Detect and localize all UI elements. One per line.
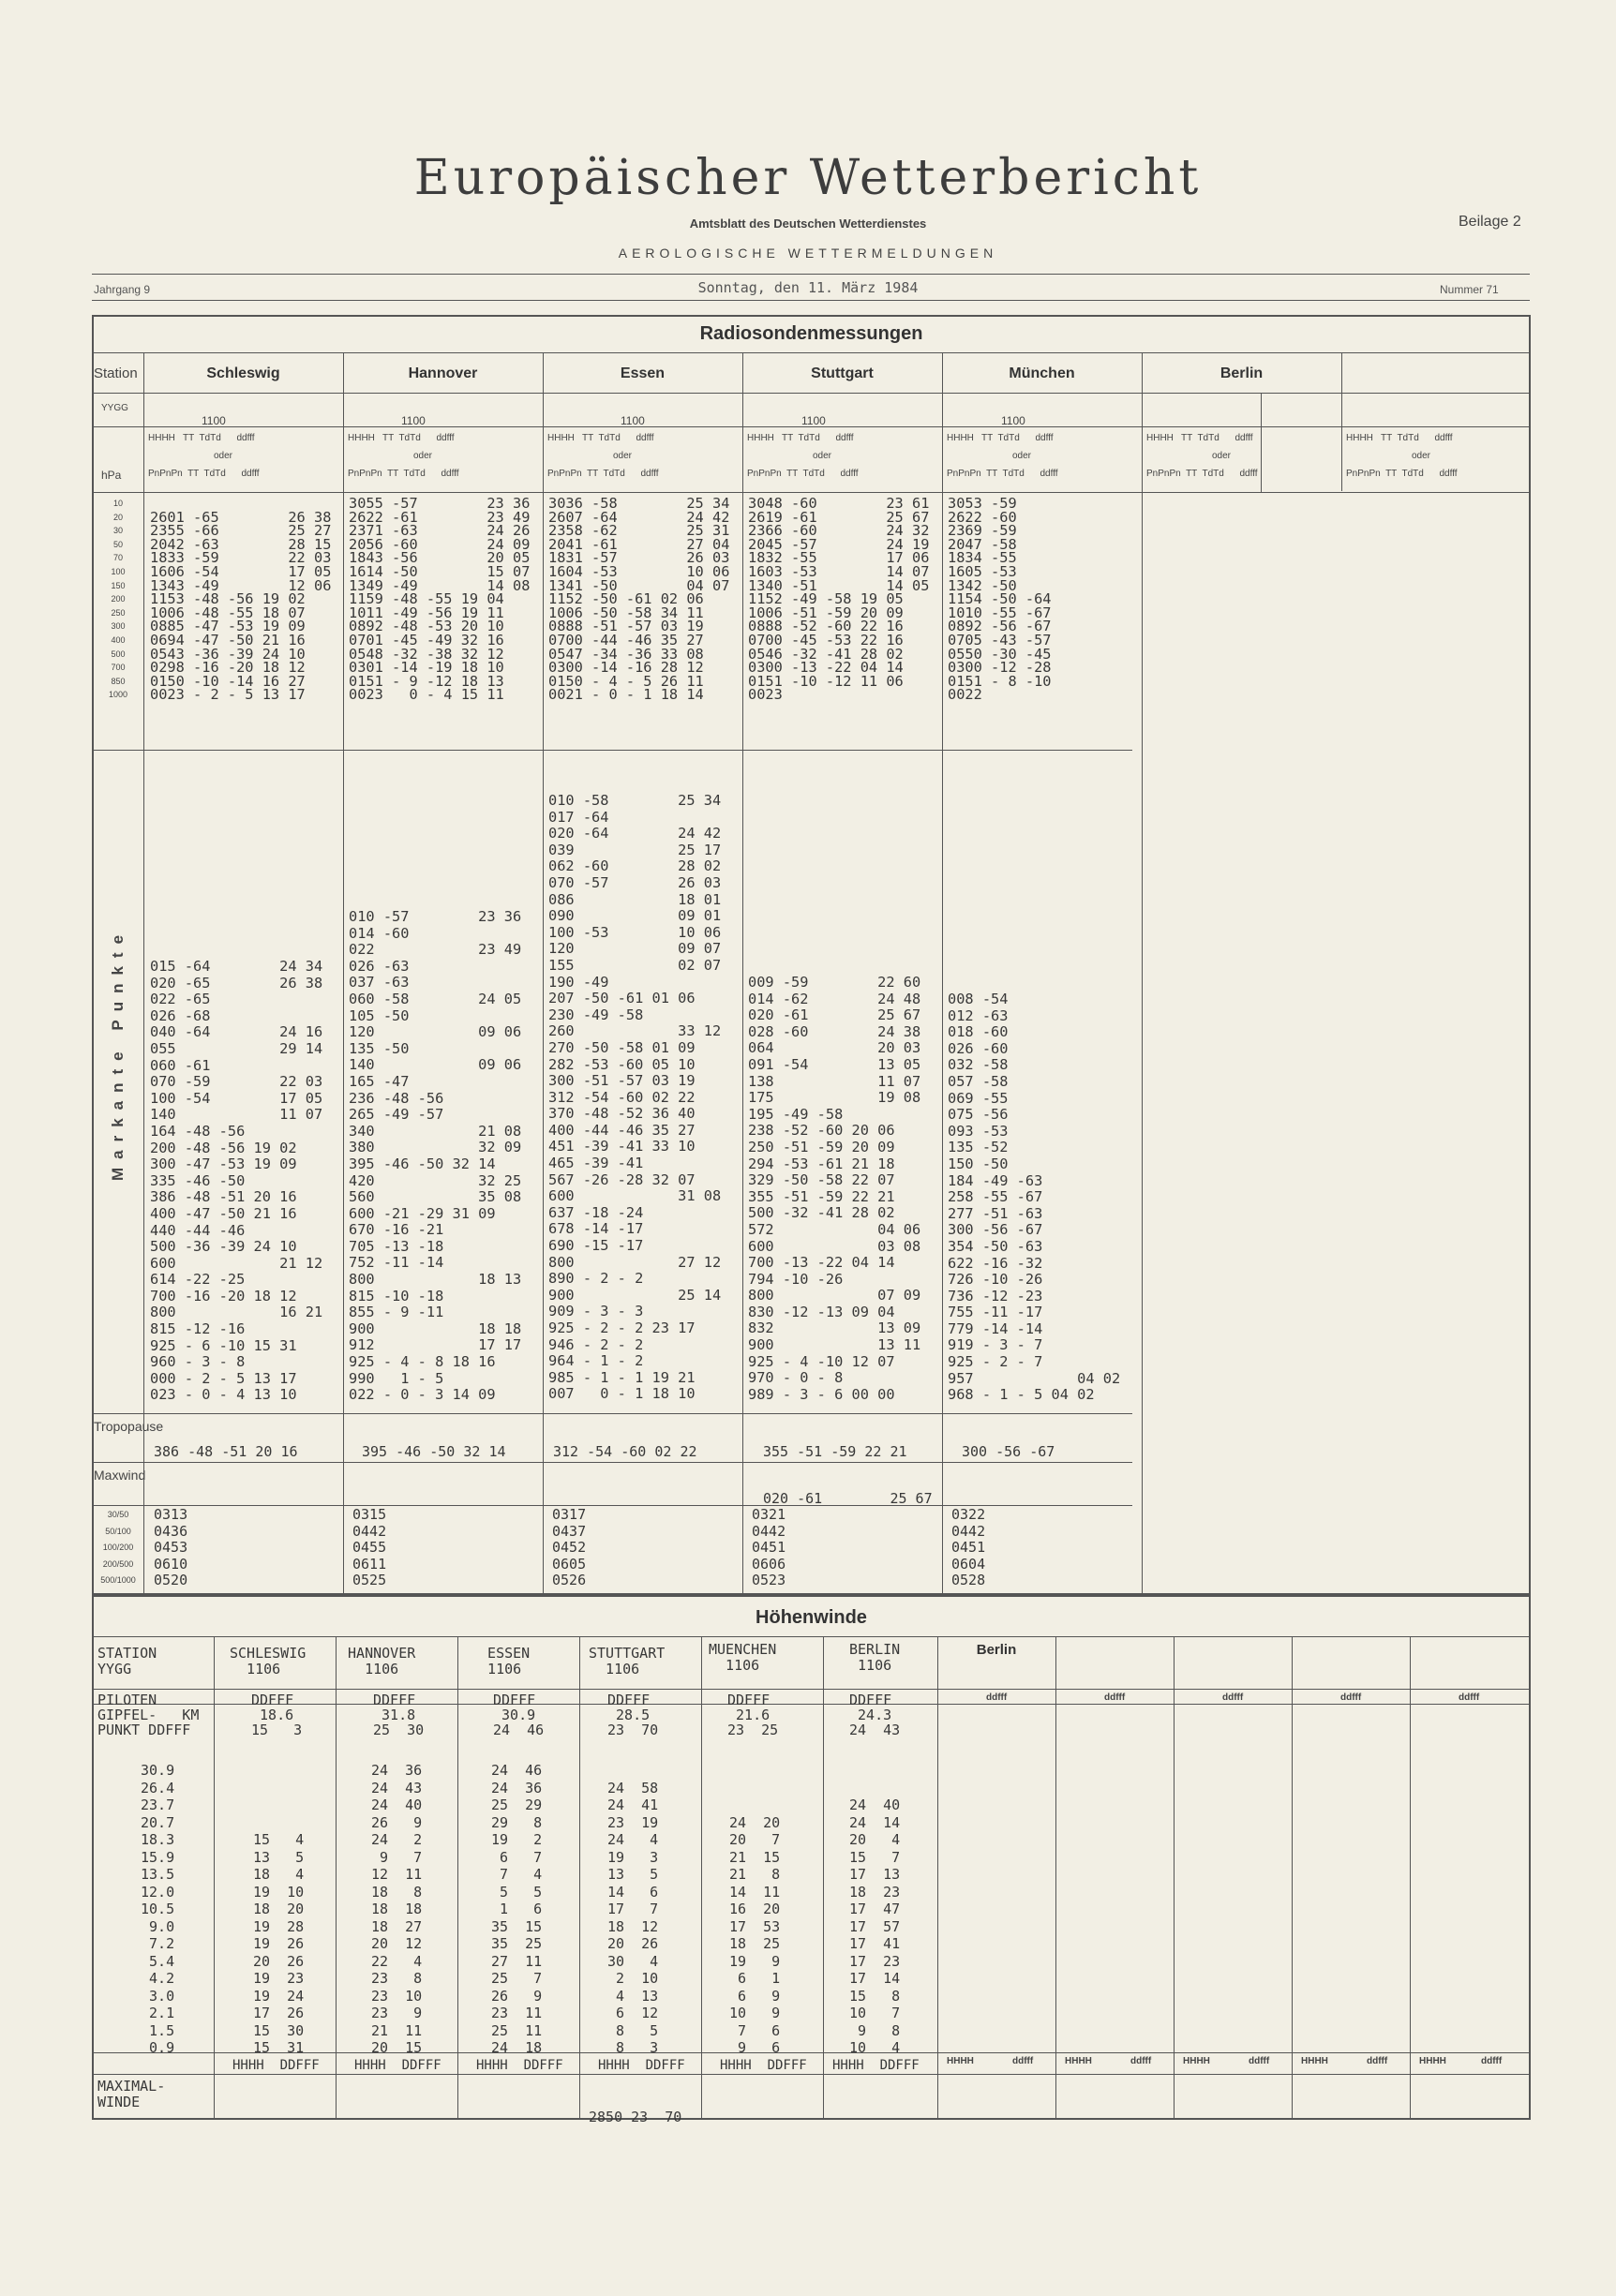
piloten-stuttgart: DDFFF 28.5 23 70 (607, 1692, 659, 1738)
tropo-muenchen: 300 -56 -67 (962, 1443, 1055, 1460)
maxwind-label: Maxwind (94, 1468, 146, 1483)
wind-station-hannover: HANNOVER 1106 (348, 1645, 416, 1677)
foot-hdr: HHHH DDFFF (598, 2058, 685, 2073)
tropo-essen: 312 -54 -60 02 22 (553, 1443, 697, 1460)
header-rule-2 (92, 300, 1530, 301)
foot-ddfff: ddfff (1367, 2056, 1388, 2066)
tropo-hannover: 395 -46 -50 32 14 (362, 1443, 506, 1460)
yygg-stuttgart: 1100 (801, 414, 826, 427)
colhdr-1: HHHH TT TdTd ddfff (947, 433, 1054, 443)
maximal-stuttgart: 2850 23 70 (589, 2109, 682, 2125)
colhdr-1: HHHH TT TdTd ddfff (148, 433, 255, 443)
mark-muenchen: 008 -54 012 -63 018 -60 026 -60 032 -58 057 -58 069 -55 075 -56 093 -53 135 -52 150 -50 184 -49 -63 258 -55 -67 277 -51 -63 300 -56 -67 354 -50 -63 622 -16 -32 726 -10 -26 736 -12 -23 755 -11 -17 779 -14 -14 919 - 3 - 7 925 - 2 - 7 957 04 02 968 - 1 - 5 04 02 (948, 991, 1121, 1404)
colhdr-2: PnPnPn TT TdTd ddfff (947, 469, 1058, 479)
radiosonde-heading: Radiosondenmessungen (699, 323, 923, 344)
colhdr-oder: oder (613, 451, 633, 461)
wind-heights: 30.9 26.4 23.7 20.7 18.3 15.9 13.5 12.0 10.5 9.0 7.2 5.4 4.2 3.0 2.1 1.5 0.9 (141, 1762, 175, 2056)
station-label: Station (94, 365, 138, 381)
ddfff-label: ddfff (1222, 1692, 1244, 1703)
station-stuttgart: Stuttgart (811, 365, 874, 381)
header-rule (92, 274, 1530, 275)
foot-ddfff: ddfff (1130, 2056, 1152, 2066)
wind-col-schleswig: 15 4 13 5 18 4 19 10 18 20 19 28 19 26 20 26 19 23 19 24 17 26 15 30 15 31 (253, 1831, 305, 2056)
station-schleswig: Schleswig (206, 365, 280, 381)
maxwind-stuttgart: 020 -61 25 67 (763, 1490, 933, 1507)
station-berlin: Berlin (1219, 365, 1264, 381)
colhdr-oder: oder (813, 451, 832, 461)
layers-stuttgart: 0321 0442 0451 0606 0523 (752, 1506, 786, 1588)
colhdr-2: PnPnPn TT TdTd ddfff (1346, 469, 1458, 479)
tropopause-label: Tropopause (94, 1419, 164, 1434)
ddfff-label: ddfff (986, 1692, 1008, 1703)
piloten-schleswig: DDFFF 18.6 15 3 (251, 1692, 303, 1738)
foot-hdr: HHHH DDFFF (232, 2058, 320, 2073)
wind-col-hannover: 24 36 24 43 24 40 26 9 24 2 9 7 12 11 18 8 18 18 18 27 20 12 22 4 23 8 23 10 23 9 21 11 20 15 (371, 1762, 423, 2056)
layer-labels: 30/50 50/100 100/200 200/500 500/1000 (100, 1510, 136, 1585)
issue-date: Sonntag, den 11. März 1984 (697, 279, 919, 296)
tropo-stuttgart: 355 -51 -59 22 21 (763, 1443, 907, 1460)
foot-ddfff: ddfff (1249, 2056, 1270, 2066)
yygg-hannover: 1100 (401, 414, 426, 427)
tropo-schleswig: 386 -48 -51 20 16 (154, 1443, 298, 1460)
yygg-schleswig: 1100 (202, 414, 226, 427)
foot-ddfff: ddfff (1012, 2056, 1034, 2066)
colhdr-oder: oder (1412, 451, 1431, 461)
wind-station-stuttgart: STUTTGART 1106 (589, 1645, 666, 1677)
foot-ddfff: ddfff (1481, 2056, 1503, 2066)
colhdr-1: HHHH TT TdTd ddfff (1146, 433, 1253, 443)
colhdr-1: HHHH TT TdTd ddfff (547, 433, 654, 443)
station-hannover: Hannover (408, 365, 478, 381)
hoehenwinde-table (92, 1595, 1531, 2120)
jahrgang: Jahrgang 9 (94, 283, 151, 296)
piloten-label: PILOTEN GIPFEL- KM PUNKT DDFFF (97, 1692, 200, 1738)
std-hannover: 3055 -57 23 36 2622 -61 23 49 2371 -63 24 26 2056 -60 24 09 1843 -56 20 05 1614 -50 15 07 1349 -49 14 08 1159 -48 -55 19 04 1011 -49 -56 19 11 0892 -48 -53 20 10 0701 -45 -49 32 16 0548 -32 -38 32 12 0301 -14 -19 18 10 0151 - 9 -12 18 13 0023 0 - 4 15 11 (349, 495, 531, 704)
colhdr-oder: oder (1212, 451, 1232, 461)
colhdr-2: PnPnPn TT TdTd ddfff (148, 469, 260, 479)
colhdr-oder: oder (1012, 451, 1032, 461)
wind-col-muenchen: 24 20 20 7 21 15 21 8 14 11 16 20 17 53 18 25 19 9 6 1 6 9 10 9 7 6 9 6 (729, 1813, 781, 2056)
foot-hdr: HHHH DDFFF (832, 2058, 920, 2073)
colhdr-oder: oder (214, 451, 233, 461)
wind-station-schleswig: SCHLESWIG 1106 (230, 1645, 307, 1677)
wind-station-label: STATION YYGG (97, 1645, 157, 1677)
maximal-label: MAXIMAL- WINDE (97, 2078, 166, 2110)
wind-col-berlin: 24 40 24 14 20 4 15 7 17 13 18 23 17 47 17 57 17 41 17 23 17 14 15 8 10 7 9 8 10 4 (849, 1797, 901, 2056)
wind-station-muenchen: MUENCHEN 1106 (709, 1641, 777, 1674)
hoehenwinde-heading: Höhenwinde (756, 1607, 867, 1628)
wind-station-berlin: BERLIN 1106 (849, 1641, 901, 1674)
piloten-muenchen: DDFFF 21.6 23 25 (727, 1692, 779, 1738)
piloten-hannover: DDFFF 31.8 25 30 (373, 1692, 425, 1738)
colhdr-1: HHHH TT TdTd ddfff (1346, 433, 1453, 443)
foot-hdr: HHHH DDFFF (354, 2058, 441, 2073)
layers-schleswig: 0313 0436 0453 0610 0520 (154, 1506, 188, 1588)
colhdr-2: PnPnPn TT TdTd ddfff (747, 469, 859, 479)
mark-schleswig: 015 -64 24 34 020 -65 26 38 022 -65 026 -68 040 -64 24 16 055 29 14 060 -61 070 -59 22 03 100 -54 17 05 140 11 07 164 -48 -56 200 -48 -56 19 02 300 -47 -53 19 09 335 -46 -50 386 -48 -51 20 16 400 -47 -50 21 16 440 -44 -46 500 -36 -39 24 10 600 21 12 614 -22 -25 700 -16 -20 18 12 800 16 21 815 -12 -16 925 - 6 -10 15 31 960 - 3 - 8 000 - 2 - 5 13 17 023 - 0 - 4 13 10 (150, 958, 323, 1404)
hpa-label: hPa (101, 469, 122, 482)
colhdr-1: HHHH TT TdTd ddfff (747, 433, 854, 443)
mark-stuttgart: 009 -59 22 60 014 -62 24 48 020 -61 25 67 028 -60 24 38 064 20 03 091 -54 13 05 138 11 07 175 19 08 195 -49 -58 238 -52 -60 20 06 250 -51 -59 20 09 294 -53 -61 21 18 329 -50 -58 22 07 355 -51 -59 22 21 500 -32 -41 28 02 572 04 06 600 03 08 700 -13 -22 04 14 794 -10 -26 800 07 09 830 -12 -13 09 04 832 13 09 900 13 11 925 - 4 -10 12 07 970 - 0 - 8 989 - 3 - 6 00 00 (748, 974, 921, 1403)
ddfff-label: ddfff (1340, 1692, 1362, 1703)
foot-hhhh: HHHH (1183, 2056, 1210, 2066)
page-title: Europäischer Wetterbericht (413, 150, 1203, 206)
markante-punkte-label: Markante Punkte (109, 926, 127, 1181)
subtitle: Amtsblatt des Deutschen Wetterdienstes (689, 216, 927, 231)
foot-hhhh: HHHH (1301, 2056, 1328, 2066)
layers-hannover: 0315 0442 0455 0611 0525 (352, 1506, 387, 1588)
wind-station-essen: ESSEN 1106 (487, 1645, 531, 1677)
wind-col-stuttgart: 24 58 24 41 23 19 24 4 19 3 13 5 14 6 17 7 18 12 20 26 30 4 2 10 4 13 6 12 8 5 8 3 (607, 1779, 659, 2056)
beilage-label: Beilage 2 (1459, 214, 1521, 230)
colhdr-2: PnPnPn TT TdTd ddfff (1146, 469, 1258, 479)
colhdr-2: PnPnPn TT TdTd ddfff (547, 469, 659, 479)
layers-muenchen: 0322 0442 0451 0604 0528 (951, 1506, 986, 1588)
ddfff-label: ddfff (1459, 1692, 1480, 1703)
ddfff-label: ddfff (1104, 1692, 1126, 1703)
wind-right-heading: Berlin (976, 1642, 1017, 1658)
std-essen: 3036 -58 25 34 2607 -64 24 42 2358 -62 25 31 2041 -61 27 04 1831 -57 26 03 1604 -53 10 06 1341 -50 04 07 1152 -50 -61 02 06 1006 -50 -58 34 11 0888 -51 -57 03 19 0700 -44 -46 35 27 0547 -34 -36 33 08 0300 -14 -16 28 12 0150 - 4 - 5 26 11 0021 - 0 - 1 18 14 (548, 495, 730, 704)
yygg-label: YYGG (101, 403, 128, 413)
std-schleswig: 2601 -65 26 38 2355 -66 25 27 2042 -63 28 15 1833 -59 22 03 1606 -54 17 05 1343 -49 12 06 1153 -48 -56 19 02 1006 -48 -55 18 07 0885 -47 -53 19 09 0694 -47 -50 21 16 0543 -36 -39 24 10 0298 -16 -20 18 12 0150 -10 -14 16 27 0023 - 2 - 5 13 17 (150, 508, 332, 704)
piloten-berlin: DDFFF 24.3 24 43 (849, 1692, 901, 1738)
hpa-levels: 10 20 30 50 70 100 150 200 250 300 400 500 700 850 1000 (108, 499, 128, 700)
foot-hdr: HHHH DDFFF (720, 2058, 807, 2073)
foot-hhhh: HHHH (1065, 2056, 1092, 2066)
section-title: AEROLOGISCHE WETTERMELDUNGEN (618, 246, 998, 261)
station-essen: Essen (620, 365, 666, 381)
mark-essen: 010 -58 25 34 017 -64 020 -64 24 42 039 25 17 062 -60 28 02 070 -57 26 03 086 18 01 090 09 01 100 -53 10 06 120 09 07 155 02 07 190 -49 207 -50 -61 01 06 230 -49 -58 260 33 12 270 -50 -58 01 09 282 -53 -60 05 10 300 -51 -57 03 19 312 -54 -60 02 22 370 -48 -52 36 40 400 -44 -46 35 27 451 -39 -41 33 10 465 -39 -41 567 -26 -28 32 07 600 31 08 637 -18 -24 678 -14 -17 690 -15 -17 800 27 12 890 - 2 - 2 900 25 14 909 - 3 - 3 925 - 2 - 2 23 17 946 - 2 - 2 964 - 1 - 2 985 - 1 - 1 19 21 007 0 - 1 18 10 (548, 792, 722, 1403)
layers-essen: 0317 0437 0452 0605 0526 (552, 1506, 587, 1588)
foot-hdr: HHHH DDFFF (476, 2058, 563, 2073)
std-stuttgart: 3048 -60 23 61 2619 -61 25 67 2366 -60 24 32 2045 -57 24 19 1832 -55 17 06 1603 -53 14 07 1340 -51 14 05 1152 -49 -58 19 05 1006 -51 -59 20 09 0888 -52 -60 22 16 0700 -45 -53 22 16 0546 -32 -41 28 02 0300 -13 -22 04 14 0151 -10 -12 11 06 0023 (748, 495, 930, 704)
yygg-essen: 1100 (621, 414, 645, 427)
piloten-essen: DDFFF 30.9 24 46 (493, 1692, 545, 1738)
issue-number: Nummer 71 (1440, 283, 1499, 296)
wind-col-essen: 24 46 24 36 25 29 29 8 19 2 6 7 7 4 5 5 1 6 35 15 35 25 27 11 25 7 26 9 23 11 25 11 24 18 (491, 1762, 543, 2056)
mark-hannover: 010 -57 23 36 014 -60 022 23 49 026 -63 037 -63 060 -58 24 05 105 -50 120 09 06 135 -50 140 09 06 165 -47 236 -48 -56 265 -49 -57 340 21 08 380 32 09 395 -46 -50 32 14 420 32 25 560 35 08 600 -21 -29 31 09 670 -16 -21 705 -13 -18 752 -11 -14 800 18 13 815 -10 -18 855 - 9 -11 900 18 18 912 17 17 925 - 4 - 8 18 16 990 1 - 5 022 - 0 - 3 14 09 (349, 908, 522, 1404)
station-muenchen: München (1009, 365, 1075, 381)
std-muenchen: 3053 -59 2622 -60 2369 -59 2047 -58 1834 -55 1605 -53 1342 -50 1154 -50 -64 1010 -55 -67 0892 -56 -67 0705 -43 -57 0550 -30 -45 0300 -12 -28 0151 - 8 -10 0022 (948, 495, 1052, 704)
yygg-muenchen: 1100 (1001, 414, 1025, 427)
colhdr-oder: oder (413, 451, 433, 461)
colhdr-2: PnPnPn TT TdTd ddfff (348, 469, 459, 479)
colhdr-1: HHHH TT TdTd ddfff (348, 433, 455, 443)
foot-hhhh: HHHH (947, 2056, 974, 2066)
foot-hhhh: HHHH (1419, 2056, 1446, 2066)
